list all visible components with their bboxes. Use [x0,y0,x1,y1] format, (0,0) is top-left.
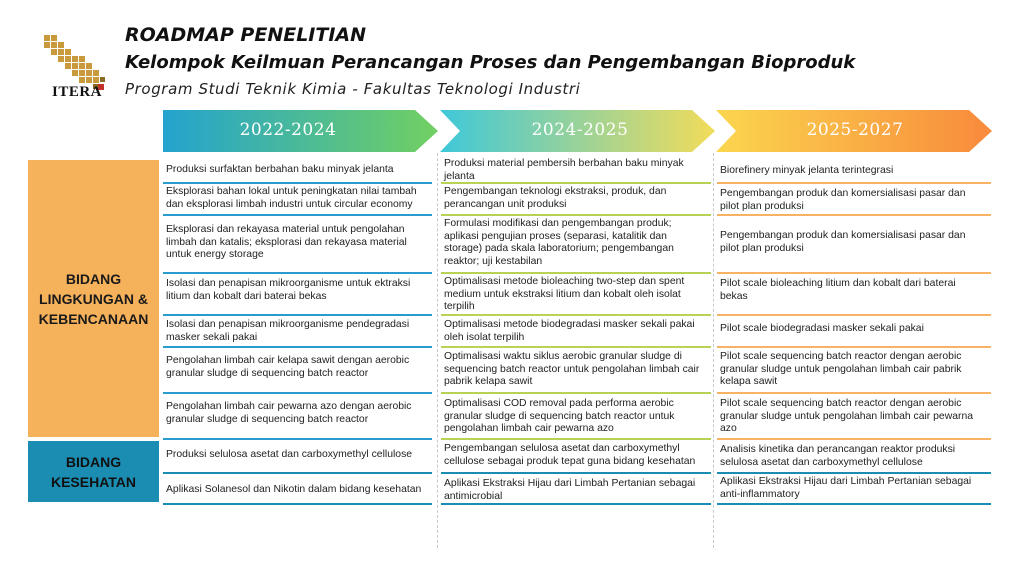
row-divider [717,503,991,505]
cell-r3-c3: Pengembangan produk dan komersialisasi pasar dan pilot plan produksi [720,230,966,254]
row-divider [441,472,711,474]
page-subtitle: Kelompok Keilmuan Perancangan Proses dan Pengembangan Bioproduk [125,52,856,73]
row-divider [163,503,432,505]
cell-r1-c1: Produksi surfaktan berbahan baku minyak jelanta [166,164,394,175]
page-title: ROADMAP PENELITIAN [125,24,367,46]
row-divider [163,392,432,394]
row-divider [441,503,711,505]
section-health: BIDANG KESEHATAN [28,441,159,502]
cell-r6-c3: Pilot scale sequencing batch reactor dengan aerobic granular sludge untuk pengolahan limbah cair pabrik kelapa sawit [720,351,962,388]
row-divider [163,438,432,440]
cell-r6-c2: Optimalisasi waktu siklus aerobic granular sludge di sequencing batch reactor untuk pengolahan limbah cair pabrik kelapa sawit [444,351,700,388]
cell-r5-c3: Pilot scale biodegradasi masker sekali pakai [720,323,924,334]
row-divider [163,472,432,474]
cell-r5-c2: Optimalisasi metode biodegradasi masker sekali pakai oleh isolat terpilih [444,319,695,343]
cell-r8-c1: Produksi selulosa asetat dan carboxymethyl cellulose [166,449,413,460]
row-divider [163,272,432,274]
row-divider [163,314,432,316]
cell-r7-c2: Optimalisasi COD removal pada performa aerobic granular sludge di sequencing batch reactor untuk pengolahan limbah cair pewarna azo [444,398,675,435]
cell-r3-c2: Formulasi modifikasi dan pengembangan produk; aplikasi pengujian proses (separasi, katalitik dan storage) pada skala laboratorium; pengembangan reaktor; uji kestabilan [444,218,674,267]
cell-r8-c2: Pengembangan selulosa asetat dan carboxymethyl cellulose sebagai produk tepat guna bidang kesehatan [444,443,696,467]
cell-r4-c3: Pilot scale bioleaching litium dan kobalt dari baterai bekas [720,278,956,302]
cell-r1-c2: Produksi material pembersih berbahan baku minyak jelanta [444,158,684,182]
period-label-2: 2024-2025 [531,120,629,140]
cell-r2-c1: Eksplorasi bahan lokal untuk peningkatan nilai tambah dan eksplorasi limbah industri untuk circular economy [166,186,417,210]
row-divider [441,346,711,348]
row-divider [717,314,991,316]
cell-r9-c1: Aplikasi Solanesol dan Nikotin dalam bidang kesehatan [166,484,422,495]
row-divider [163,346,432,348]
row-divider [163,214,432,216]
cell-r1-c3: Biorefinery minyak jelanta terintegrasi [720,165,894,176]
cell-r7-c3: Pilot scale sequencing batch reactor dengan aerobic granular sludge untuk pengolahan limbah cair pewarna azo [720,398,974,435]
cell-r6-c1: Pengolahan limbah cair kelapa sawit dengan aerobic granular sludge di sequencing batch reactor [166,355,410,379]
row-divider [441,438,711,440]
row-divider [441,214,711,216]
cell-r2-c2: Pengembangan teknologi ekstraksi, produk, dan perancangan unit produksi [444,186,667,210]
cell-r4-c1: Isolasi dan penapisan mikroorganisme untuk ektraksi litium dan kobalt dari baterai bekas [166,278,411,302]
column-divider [437,153,438,548]
row-divider [717,346,991,348]
row-divider [441,314,711,316]
row-divider [717,392,991,394]
column-divider [713,153,714,548]
section-environment: BIDANG LINGKUNGAN & KEBENCANAAN [28,160,159,437]
cell-r5-c1: Isolasi dan penapisan mikroorganisme pendegradasi masker sekali pakai [166,319,410,343]
cell-r8-c3: Analisis kinetika dan perancangan reaktor produksi selulosa asetat dan carboxymethyl cellulose [720,444,956,468]
cell-r9-c2: Aplikasi Ekstraksi Hijau dari Limbah Pertanian sebagai antimicrobial [444,478,696,502]
row-divider [441,392,711,394]
logo-text: ITERA [51,84,102,100]
row-divider [717,272,991,274]
row-divider [441,182,711,184]
period-label-1: 2022-2024 [239,120,337,140]
row-divider [717,182,991,184]
row-divider [717,214,991,216]
cell-r7-c1: Pengolahan limbah cair pewarna azo dengan aerobic granular sludge di sequencing batch reactor [166,401,412,425]
cell-r9-c3: Aplikasi Ekstraksi Hijau dari Limbah Pertanian sebagai anti-inflammatory [720,476,972,500]
row-divider [717,438,991,440]
cell-r3-c1: Eksplorasi dan rekayasa material untuk pengolahan limbah dan katalis; eksplorasi dan rekayasa material untuk energy storage [166,224,407,261]
program-name: Program Studi Teknik Kimia - Fakultas Teknologi Industri [125,80,581,98]
row-divider [717,472,991,474]
row-divider [441,272,711,274]
cell-r4-c2: Optimalisasi metode bioleaching two-step dan spent medium untuk ekstraksi litium dan kobalt oleh isolat terpilih [444,276,685,313]
row-divider [163,182,432,184]
period-label-3: 2025-2027 [806,120,904,140]
cell-r2-c3: Pengembangan produk dan komersialisasi pasar dan pilot plan produksi [720,188,966,212]
